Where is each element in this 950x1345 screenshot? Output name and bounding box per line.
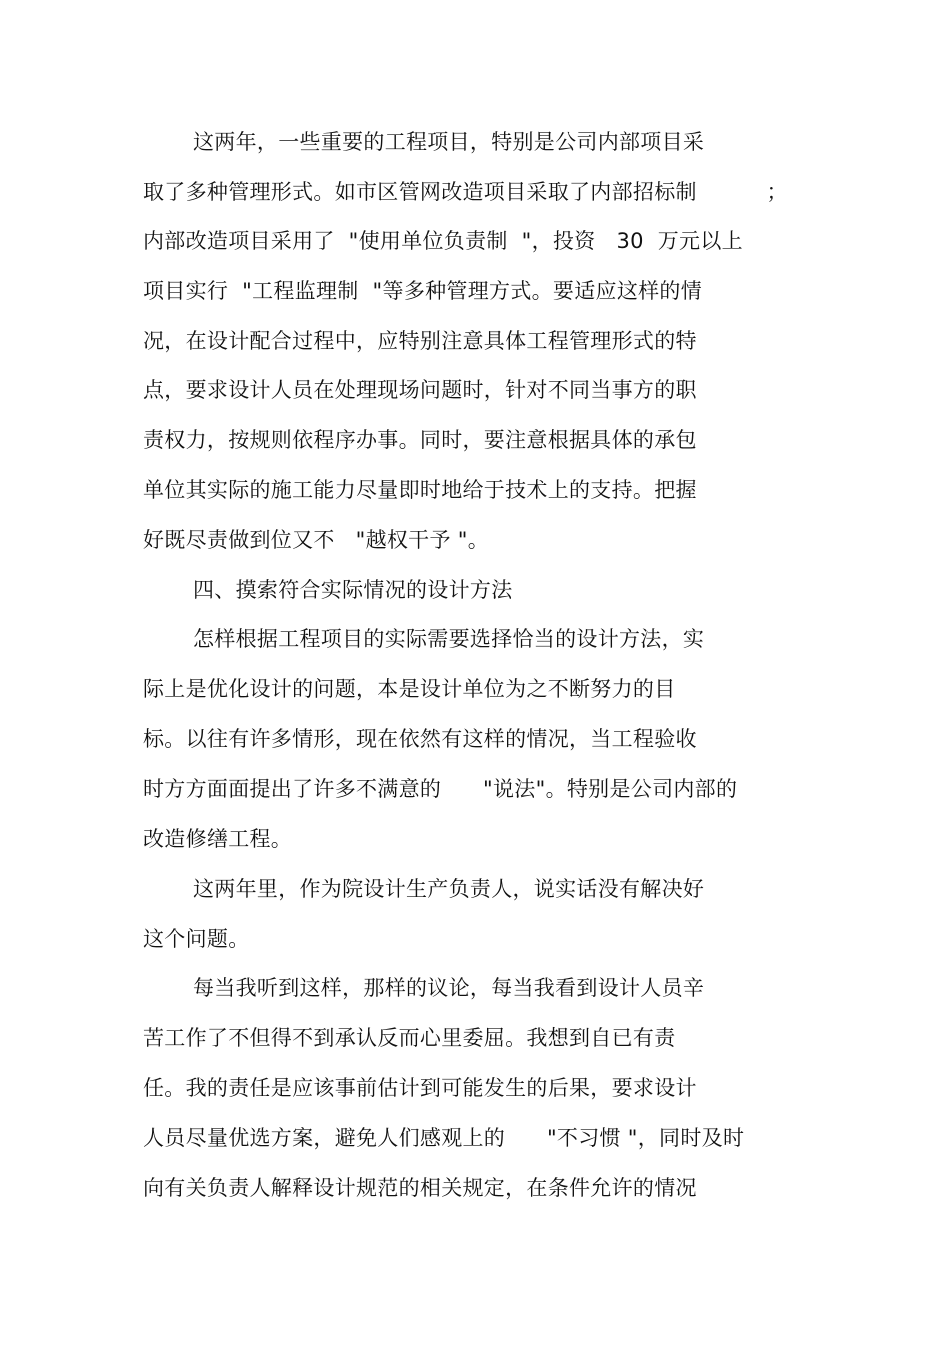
text-line: 怎样根据工程项目的实际需要选择恰当的设计方法，实 — [193, 627, 705, 651]
text-line: 苦工作了不但得不到承认反而心里委屈。我想到自已有责 — [143, 1026, 676, 1050]
text-line: 单位其实际的施工能力尽量即时地给于技术上的支持。把握 — [143, 478, 697, 502]
text-line: 任。我的责任是应该事前估计到可能发生的后果，要求设计 — [143, 1076, 697, 1100]
text-line: 这两年里，作为院设计生产负责人，说实话没有解决好 — [193, 877, 705, 901]
text-line: 标。以往有许多情形，现在依然有这样的情况，当工程验收 — [143, 727, 697, 751]
text-line: 项目实行 "工程监理制 "等多种管理方式。要适应这样的情 — [143, 279, 703, 303]
text-line: 人员尽量优选方案，避免人们感观上的 "不习惯 "，同时及时 — [143, 1126, 745, 1150]
text-line: 际上是优化设计的问题，本是设计单位为之不断努力的目 — [143, 677, 676, 701]
text-line: 内部改造项目采用了 "使用单位负责制 "，投资 30 万元以上 — [143, 229, 743, 253]
text-line: 向有关负责人解释设计规范的相关规定，在条件允许的情况 — [143, 1176, 697, 1200]
text-line: 责权力，按规则依程序办事。同时，要注意根据具体的承包 — [143, 428, 697, 452]
text-line: 改造修缮工程。 — [143, 827, 293, 851]
text-line: 况，在设计配合过程中，应特别注意具体工程管理形式的特 — [143, 329, 697, 353]
text-line: 每当我听到这样，那样的议论，每当我看到设计人员辛 — [193, 976, 705, 1000]
text-line: 点，要求设计人员在处理现场问题时，针对不同当事方的职 — [143, 378, 697, 402]
text-line: 这两年，一些重要的工程项目，特别是公司内部项目采 — [193, 130, 705, 154]
section-heading: 四、摸索符合实际情况的设计方法 — [193, 578, 513, 602]
text-line: 这个问题。 — [143, 927, 250, 951]
text-line: 时方方面面提出了许多不满意的 "说法"。特别是公司内部的 — [143, 777, 738, 801]
text-line: 取了多种管理形式。如市区管网改造项目采取了内部招标制 ； — [143, 180, 788, 204]
text-line: 好既尽责做到位又不 "越权干予 "。 — [143, 528, 490, 552]
